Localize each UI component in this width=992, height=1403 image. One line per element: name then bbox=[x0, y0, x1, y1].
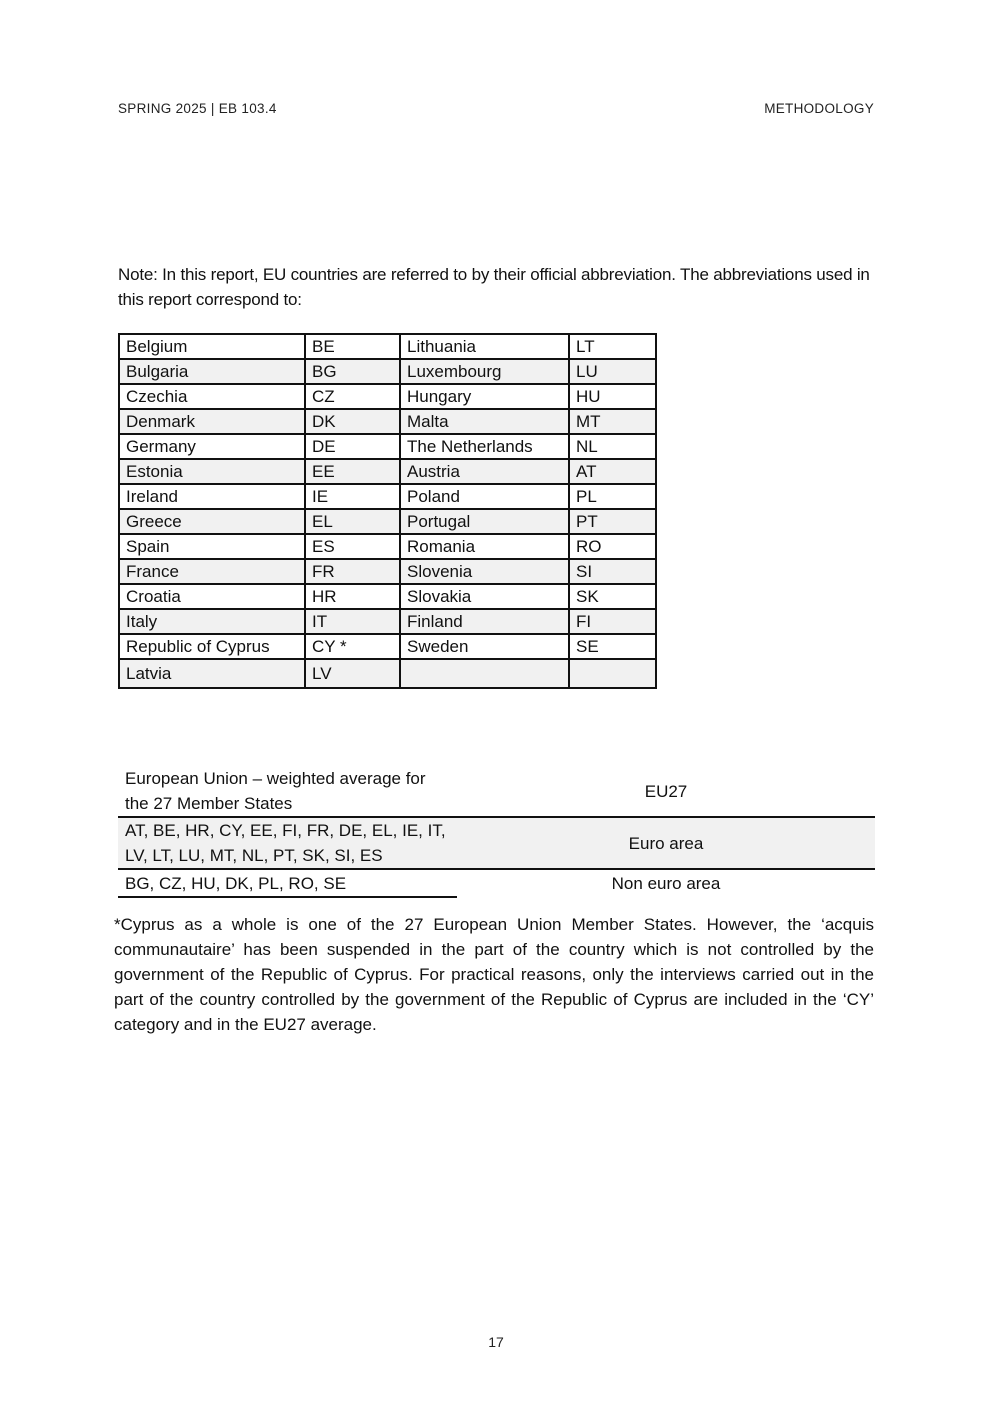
country-code: HU bbox=[569, 384, 656, 409]
country-code: FR bbox=[305, 559, 400, 584]
country-code: AT bbox=[569, 459, 656, 484]
country-code: CZ bbox=[305, 384, 400, 409]
country-code: LV bbox=[305, 659, 400, 688]
country-name: Estonia bbox=[119, 459, 305, 484]
country-name: Republic of Cyprus bbox=[119, 634, 305, 659]
country-name: Poland bbox=[400, 484, 569, 509]
country-code: SK bbox=[569, 584, 656, 609]
country-name: Czechia bbox=[119, 384, 305, 409]
country-name: Portugal bbox=[400, 509, 569, 534]
country-name: Sweden bbox=[400, 634, 569, 659]
country-code: FI bbox=[569, 609, 656, 634]
group-value: Non euro area bbox=[457, 869, 875, 897]
country-name: Austria bbox=[400, 459, 569, 484]
country-code: PT bbox=[569, 509, 656, 534]
country-code: CY * bbox=[305, 634, 400, 659]
country-code: DK bbox=[305, 409, 400, 434]
country-code: IT bbox=[305, 609, 400, 634]
header-right: METHODOLOGY bbox=[764, 101, 874, 116]
country-code: PL bbox=[569, 484, 656, 509]
country-code: ES bbox=[305, 534, 400, 559]
country-name: Malta bbox=[400, 409, 569, 434]
table-row bbox=[119, 634, 656, 659]
table-row bbox=[119, 584, 656, 609]
country-name: Romania bbox=[400, 534, 569, 559]
group-value: EU27 bbox=[644, 781, 688, 801]
abbreviation-note: Note: In this report, EU countries are referred to by their official abbreviation. The abbreviations used in this report correspond to: bbox=[118, 265, 870, 309]
country-code: EE bbox=[305, 459, 400, 484]
country-name: France bbox=[119, 559, 305, 584]
country-code: BG bbox=[305, 359, 400, 384]
country-code: LU bbox=[569, 359, 656, 384]
country-name: Spain bbox=[119, 534, 305, 559]
country-name: Slovenia bbox=[400, 559, 569, 584]
table-row bbox=[119, 559, 656, 584]
country-name bbox=[400, 659, 569, 688]
country-code: HR bbox=[305, 584, 400, 609]
country-code: SI bbox=[569, 559, 656, 584]
table-row bbox=[119, 434, 656, 459]
header-left: SPRING 2025 | EB 103.4 bbox=[118, 101, 277, 116]
cyprus-footnote: *Cyprus as a whole is one of the 27 European Union Member States. However, the ‘acquis communautaire’ has been suspended in the part of the country which is not controlled by the government of the Republic of Cyprus. For practical reasons, only the interviews carried out in the part of the country controlled by the government of the Republic of Cyprus are included in the ‘CY’ category and in the EU27 average. bbox=[114, 915, 874, 1034]
table-row bbox=[119, 334, 656, 359]
table-row bbox=[119, 659, 656, 688]
country-code: MT bbox=[569, 409, 656, 434]
country-abbreviation-table bbox=[118, 333, 657, 689]
country-code: BE bbox=[305, 334, 400, 359]
country-name: Latvia bbox=[119, 659, 305, 688]
country-name: Ireland bbox=[119, 484, 305, 509]
table-row bbox=[119, 409, 656, 434]
country-code: LT bbox=[569, 334, 656, 359]
country-name: Hungary bbox=[400, 384, 569, 409]
country-name: Finland bbox=[400, 609, 569, 634]
table-row bbox=[119, 509, 656, 534]
page-number: 17 bbox=[488, 1334, 504, 1350]
country-name: Slovakia bbox=[400, 584, 569, 609]
country-name: Denmark bbox=[119, 409, 305, 434]
country-name: The Netherlands bbox=[400, 434, 569, 459]
country-name: Lithuania bbox=[400, 334, 569, 359]
group-label: AT, BE, HR, CY, EE, FI, FR, DE, EL, IE, IT, LV, LT, LU, MT, NL, PT, SK, SI, ES bbox=[118, 817, 457, 869]
group-row-euro-area bbox=[118, 817, 875, 869]
group-label: BG, CZ, HU, DK, PL, RO, SE bbox=[118, 869, 457, 897]
group-row-eu27 bbox=[118, 766, 875, 817]
table-row bbox=[119, 484, 656, 509]
country-code: NL bbox=[569, 434, 656, 459]
country-code: SE bbox=[569, 634, 656, 659]
country-name: Luxembourg bbox=[400, 359, 569, 384]
table-row bbox=[119, 609, 656, 634]
group-label: European Union – weighted average for the 27 Member States bbox=[125, 769, 426, 813]
country-code: IE bbox=[305, 484, 400, 509]
country-name: Croatia bbox=[119, 584, 305, 609]
country-name: Greece bbox=[119, 509, 305, 534]
country-groups-table bbox=[118, 766, 875, 898]
country-name: Italy bbox=[119, 609, 305, 634]
country-name: Belgium bbox=[119, 334, 305, 359]
country-code: DE bbox=[305, 434, 400, 459]
country-code: RO bbox=[569, 534, 656, 559]
table-row bbox=[119, 359, 656, 384]
table-row bbox=[119, 459, 656, 484]
group-value: Euro area bbox=[457, 817, 875, 869]
country-name: Germany bbox=[119, 434, 305, 459]
country-code bbox=[569, 659, 656, 688]
table-row bbox=[119, 534, 656, 559]
country-name: Bulgaria bbox=[119, 359, 305, 384]
group-row-non-euro-area bbox=[118, 869, 875, 897]
country-code: EL bbox=[305, 509, 400, 534]
table-row bbox=[119, 384, 656, 409]
